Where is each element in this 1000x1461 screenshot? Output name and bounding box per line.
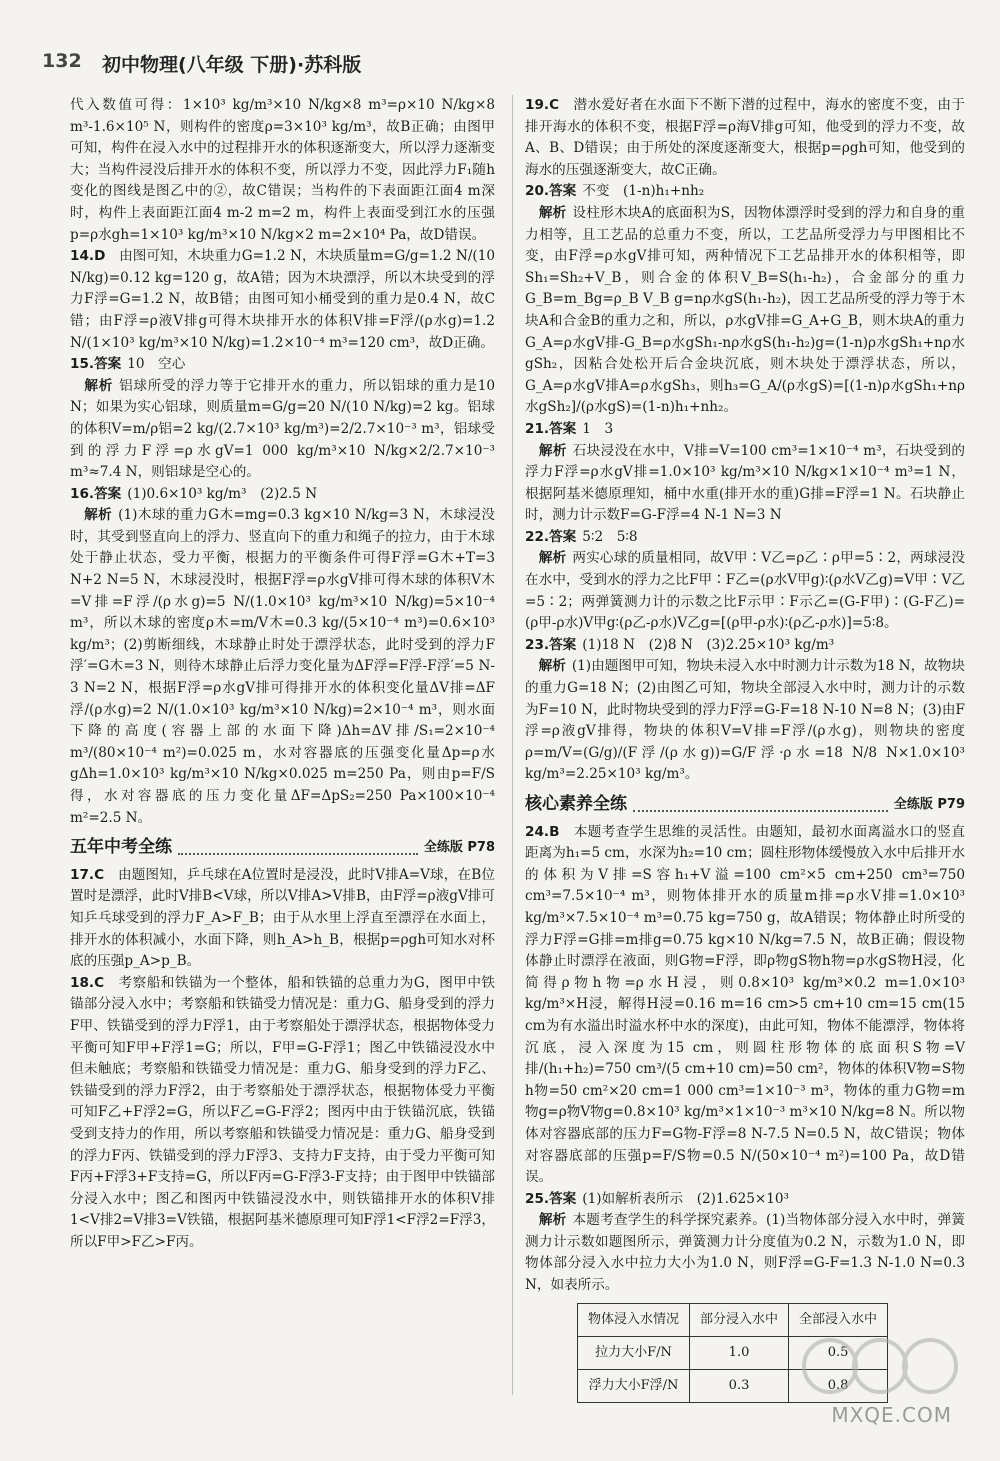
analysis-text: (1)由题图甲可知，物块未浸入水中时测力计示数为18 N，故物块的重力G=18 N；(2)由图乙可知，物块全部浸入水中时，测力计的示数为F=10 N，此时物块受到的浮力F浮=G-F=18 N-10 N=8 N；(3)由F浮=ρ液gV排得，物块的体积V=V排=F浮/(ρ水g)，则物块的密度ρ=m/V=(G/g)/(F浮/(ρ水g))=G/F浮·ρ水=18 N/8 N×1.0×10³ kg/m³=2.25×10³ kg/m³。	[525, 658, 966, 783]
section-header-core	[525, 794, 965, 816]
analysis-text: 两实心球的质量相同，故V甲∶V乙=ρ乙∶ρ甲=5∶2，两球浸没在水中，受到水的浮力之比F甲∶F乙=(ρ水V甲g)∶(ρ水V乙g)=V甲∶V乙=5∶2；两弹簧测力计的示数之比F示甲∶F示乙=(G-F甲)∶(G-F乙)=(ρ甲-ρ水)V甲g∶(ρ乙-ρ水)V乙g=[(ρ甲-ρ水)∶(ρ乙-ρ水)]=5∶8。	[525, 550, 966, 632]
question-number: 24.B	[525, 823, 560, 840]
book-title: 初中物理(八年级 下册)·苏科版	[102, 54, 362, 76]
answer-text: (1)18 N (2)8 N (3)2.25×10³ kg/m³	[582, 636, 835, 653]
question-23-analysis	[525, 656, 965, 786]
question-25	[525, 1189, 965, 1211]
solution-text: 潜水爱好者在水面下不断下潜的过程中，海水的密度不变，由于排开海水的体积不变，根据F浮=ρ海V排g可知，他受到的浮力不变，故A、B、D错误；由于所处的深度逐渐变大，根据p=ρgh可知，他受到的海水的压强逐渐变大，故C正确。	[525, 97, 966, 178]
question-17	[70, 865, 495, 973]
q13-continued: 代入数值可得：1×10³ kg/m³×10 N/kg×8 m³=ρ×10 N/kg×8 m³-1.6×10⁵ N，则构件的密度ρ=3×10³ kg/m³，故B正确；由图甲可知，构件在浸入水中的过程排开水的体积逐渐变大，所以浮力逐渐变大；当构件浸没后排开水的体积不变，所以浮力不变，因此浮力F₁随h变化的图线是图乙中的②，故C错误；当构件的下表面距江面4 m深时，构件上表面距江面4 m-2 m=2 m，构件上表面受到江水的压强p=ρ水gh=1×10³ kg/m³×10 N/kg×2 m=2×10⁴ Pa，故D错误。	[70, 97, 495, 243]
page-header	[40, 48, 960, 82]
analysis-label: 解析	[538, 658, 566, 675]
table-header-cell: 部分浸入水中	[690, 1303, 789, 1336]
question-number: 15.	[70, 356, 95, 373]
question-19	[525, 95, 965, 181]
question-20	[525, 181, 965, 203]
question-21-analysis	[525, 441, 965, 527]
analysis-label: 解析	[538, 442, 567, 459]
question-15-analysis	[70, 376, 495, 484]
question-number: 17.C	[70, 866, 105, 883]
answer-label: 答案	[549, 636, 577, 653]
question-number: 23.	[525, 636, 550, 653]
analysis-label: 解析	[538, 204, 567, 221]
question-21	[525, 419, 965, 441]
question-number: 19.C	[525, 97, 560, 113]
analysis-text: 石块浸没在水中，V排=V=100 cm³=1×10⁻⁴ m³，石块受到的浮力F浮=ρ水gV排=1.0×10³ kg/m³×10 N/kg×1×10⁻⁴ m³=1 N，根据阿基米德原理知，桶中水重(排开水的重)G排=F浮=1 N。石块静止时，测力计示数F=G-F浮=4 N-1 N=3 N	[525, 442, 966, 524]
question-23	[525, 635, 965, 657]
section-title: 五年中考全练	[70, 837, 172, 858]
table-header-cell: 全部浸入水中	[789, 1303, 888, 1336]
answer-label: 答案	[549, 1190, 577, 1207]
answer-text: 不变 (1-n)h₁+nh₂	[582, 183, 705, 200]
left-column	[70, 95, 495, 1253]
question-16-analysis	[70, 505, 495, 829]
watermark-text: MXQE.COM	[831, 1403, 952, 1427]
dotted-leader	[178, 841, 418, 855]
answer-label: 答案	[549, 528, 577, 545]
question-15	[70, 354, 495, 376]
table-cell: 0.5	[789, 1336, 888, 1369]
table-cell: 1.0	[690, 1336, 789, 1369]
answer-label: 答案	[549, 420, 577, 437]
answer-text: 1 3	[582, 420, 614, 437]
analysis-text: 铝球所受的浮力等于它排开水的重力，所以铝球的重力是10 N；如果为实心铝球，则质量m=G/g=20 N/(10 N/kg)=2 kg。铝球的体积V=m/ρ铝=2 kg/(2.7×10³ kg/m³)=2/2.7×10⁻³ m³，铝球受到的浮力F浮=ρ水gV=1 000 kg/m³×10 N/kg×2/2.7×10⁻³ m³≈7.4 N，则铝球是空心的。	[70, 377, 496, 481]
analysis-label: 解析	[84, 377, 114, 394]
question-number: 21.	[525, 420, 550, 437]
question-number: 20.	[525, 183, 550, 200]
question-number: 18.C	[70, 974, 105, 991]
answer-text: 5∶2 5∶8	[582, 528, 638, 545]
answer-label: 答案	[94, 356, 122, 373]
answer-label: 答案	[549, 183, 577, 200]
question-24	[525, 822, 965, 1189]
section-page-ref: 全练版 P79	[893, 797, 965, 812]
question-22	[525, 527, 965, 549]
question-16	[70, 484, 495, 506]
analysis-label: 解析	[84, 507, 113, 524]
right-column	[525, 95, 965, 1403]
table-cell: 0.3	[690, 1369, 789, 1402]
question-22-analysis	[525, 548, 965, 634]
question-number: 22.	[525, 528, 550, 545]
table-cell: 浮力大小F浮/N	[578, 1369, 690, 1402]
column-divider	[512, 95, 513, 1395]
question-number: 25.	[525, 1190, 550, 1207]
page-number: 132	[42, 50, 82, 72]
table-header-cell: 物体浸入水情况	[578, 1303, 690, 1336]
question-number: 14.D	[70, 248, 106, 265]
analysis-label: 解析	[538, 550, 567, 567]
question-25-analysis	[525, 1210, 965, 1296]
question-18	[70, 973, 495, 1254]
analysis-text: (1)木球的重力G木=mg=0.3 kg×10 N/kg=3 N，木球浸没时，其受到竖直向上的浮力、竖直向下的重力和绳子的拉力，由于木球处于静止状态，受力平衡，根据力的平衡条件可得F浮=G木+T=3 N+2 N=5 N，木球浸没时，根据F浮=ρ水gV排可得木球的体积V木=V排=F浮/(ρ水g)=5 N/(1.0×10³ kg/m³×10 N/kg)=5×10⁻⁴ m³，所以木球的密度ρ木=m/V木=0.3 kg/(5×10⁻⁴ m³)=0.6×10³ kg/m³；(2)剪断细线，木球静止时处于漂浮状态，此时受到的浮力F浮′=G木=3 N，则待木球静止后浮力变化量为ΔF浮=F浮-F浮′=5 N-3 N=2 N，根据F浮=ρ水gV排可得排开水的体积变化量ΔV排=ΔF浮/(ρ水g)=2 N/(1.0×10³ kg/m³×10 N/kg)=2×10⁻⁴ m³，则水面下降的高度(容器上部的水面下降)Δh=ΔV排/S₁=2×10⁻⁴ m³/(80×10⁻⁴ m²)=0.025 m，水对容器底的压强变化量Δp=ρ水gΔh=1.0×10³ kg/m³×10 N/kg×0.025 m=250 Pa，则由p=F/S得，水对容器底的压力变化量ΔF=ΔpS₂=250 Pa×100×10⁻⁴ m²=2.5 N。	[70, 507, 496, 826]
analysis-text: 本题考查学生的科学探究素养。(1)当物体部分浸入水中时，弹簧测力计示数如题图所示，弹簧测力计分度值为0.2 N，示数为1.0 N，即物体部分浸入水中拉力大小为1.0 N，则F浮=G-F=1.3 N-1.0 N=0.3 N，如表所示。	[525, 1212, 965, 1294]
section-page-ref: 全练版 P78	[423, 840, 495, 856]
table-cell: 0.8	[789, 1369, 888, 1402]
question-number: 16.	[70, 485, 95, 502]
dotted-leader	[633, 798, 888, 812]
answer-label: 答案	[94, 485, 122, 502]
answer-text: (1)如解析表所示 (2)1.625×10³	[582, 1190, 790, 1207]
solution-text: 考察船和铁锚为一个整体，船和铁锚的总重力为G，图甲中铁锚部分浸入水中；考察船和铁锚受力情况是：重力G、船身受到的浮力F甲、铁锚受到的浮力F浮1，由于考察船处于漂浮状态，根据物体受力平衡可知F甲+F浮1=G；所以，F甲=G-F浮1；图乙中铁锚浸没水中但未触底；考察船和铁锚受力情况是：重力G、船身受到的浮力F乙、铁锚受到的浮力F浮2，由于考察船处于漂浮状态，根据物体受力平衡可知F乙+F浮2=G，所以F乙=G-F浮2；图丙中由于铁锚沉底，铁锚受到支持力的作用，所以考察船和铁锚受力情况是：重力G、船身受到的浮力F丙、铁锚受到的浮力F浮3、支持力F支持，由于受力平衡可知F丙+F浮3+F支持=G，所以F丙=G-F浮3-F支持；由于图甲中铁锚部分浸入水中；图乙和图丙中铁锚浸没水中，则铁锚排开水的体积V排1<V排2=V排3=V铁锚，根据阿基米德原理可知F浮1<F浮2=F浮3，所以F甲>F乙>F丙。	[70, 974, 496, 1250]
analysis-label: 解析	[538, 1212, 567, 1229]
analysis-text: 设柱形木块A的底面积为S，因物体漂浮时受到的浮力和自身的重力相等，且工艺品的总重力不变，所以，工艺品所受浮力与甲图相比不变，由F浮=ρ水gV排可知，两种情况下工艺品排开水的体积相等，即Sh₁=Sh₂+V_B，则合金的体积V_B=S(h₁-h₂)，合金部分的重力G_B=m_Bg=ρ_B V_B g=nρ水gS(h₁-h₂)，因工艺品所受的浮力等于木块A和合金B的重力之和，所以，ρ水gV排=G_A+G_B，则木块A的重力G_A=ρ水gV排-G_B=ρ水gSh₁-nρ水gS(h₁-h₂)g=(1-n)ρ水gSh₁+nρ水gSh₂，因粘合处松开后合金块沉底，则木块处于漂浮状态，所以，G_A=ρ水gV排A=ρ水gSh₃，则h₃=G_A/(ρ水gS)=[(1-n)ρ水gSh₁+nρ水gSh₂]/(ρ水gS)=(1-n)h₁+nh₂。	[525, 204, 966, 416]
answer-text: (1)0.6×10³ kg/m³ (2)2.5 N	[127, 485, 318, 502]
table-cell: 拉力大小F/N	[578, 1336, 690, 1369]
answer-text: 10 空心	[127, 356, 186, 373]
solution-text: 本题考查学生思维的灵活性。由题知，最初水面离溢水口的竖直距离为h₁=5 cm，水深为h₂=10 cm；圆柱形物体缓慢放入水中后排开水的体积为V排=S容h₁+V溢=100 cm²×5 cm+250 cm³=750 cm³=7.5×10⁻⁴ m³，则物体排开水的质量m排=ρ水V排=1.0×10³ kg/m³×7.5×10⁻⁴ m³=0.75 kg=750 g，故A错误；物体静止时所受的浮力F浮=G排=m排g=0.75 kg×10 N/kg=7.5 N，故B正确；假设物体静止时漂浮在液面，则G物=F浮，即ρ物gS物h物=ρ水gS物H浸，化简得ρ物h物=ρ水H浸，则0.8×10³ kg/m³×0.2 m=1.0×10³ kg/m³×H浸，解得H浸=0.16 m=16 cm>5 cm+10 cm=15 cm(15 cm为有水溢出时溢水杯中水的深度)，由此可知，物体不能漂浮，物体将沉底，浸入深度为15 cm，则圆柱形物体的底面积S物=V排/(h₁+h₂)=750 cm³/(5 cm+10 cm)=50 cm²，物体的体积V物=S物h物=50 cm²×20 cm=1 000 cm³=1×10⁻³ m³，物体的重力G物=m物g=ρ物V物g=0.8×10³ kg/m³×1×10⁻³ m³×10 N/kg=8 N。所以物体对容器底部的压力F=G物-F浮=8 N-7.5 N=0.5 N，故C错误；物体对容器底部的压强p=F/S物=0.5 N/(50×10⁻⁴ m²)=100 Pa，故D错误。	[525, 823, 965, 1186]
solution-text: 由图可知，木块重力G=1.2 N，木块质量m=G/g=1.2 N/(10 N/kg)=0.12 kg=120 g，故A错；因为木块漂浮，所以木块受到的浮力F浮=G=1.2 N，故B错；由图可知小桶受到的重力是0.4 N，故C错；由F浮=ρ液V排g可得木块排开水的体积V排=F浮/(ρ水g)=1.2 N/(1×10³ kg/m³×10 N/kg)=1.2×10⁻⁴ m³=120 cm³，故D正确。	[70, 248, 495, 351]
question-14	[70, 246, 495, 354]
section-header-exam	[70, 837, 495, 859]
section-title: 核心素养全练	[525, 794, 627, 814]
question-20-analysis	[525, 203, 965, 419]
solution-text: 由题图知，乒乓球在A位置时是浸没，此时V排A=V球，在B位置时是漂浮，此时V排B<V球，所以V排A>V排B，由F浮=ρ液gV排可知乒乓球受到的浮力F_A>F_B；由于从水里上浮直至漂浮在水面上，排开水的体积减小，水面下降，则h_A>h_B，根据p=ρgh可知水对杯底的压强p_A>p_B。	[70, 866, 495, 970]
